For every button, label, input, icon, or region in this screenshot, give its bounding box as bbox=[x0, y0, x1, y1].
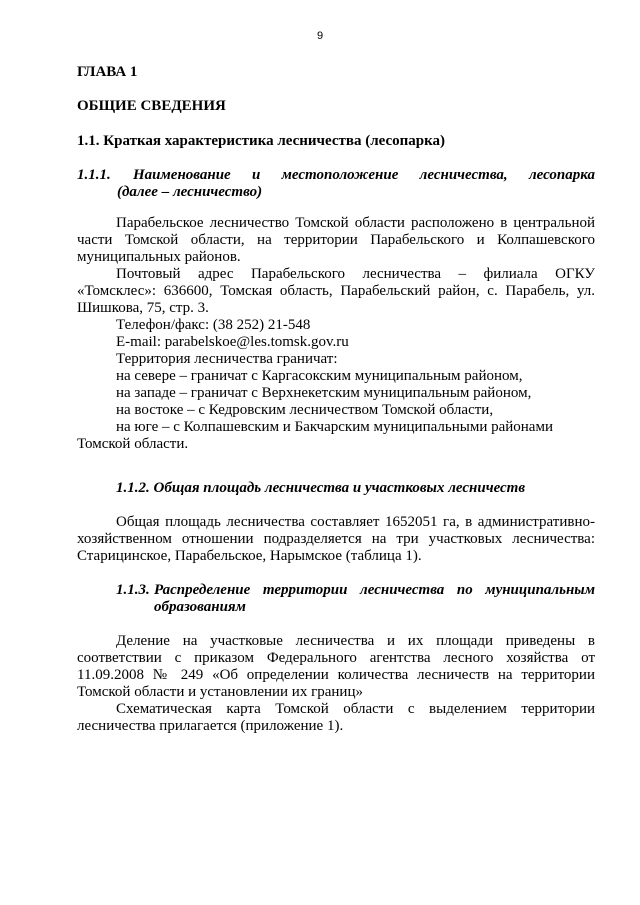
section-heading-1-1: 1.1. Краткая характеристика лесничества (лесопарка) bbox=[77, 133, 446, 149]
text-line: Шишкова, 75, стр. 3. bbox=[77, 300, 209, 316]
border-item: на западе – граничат с Верхнекетским муниципальным районом, bbox=[116, 385, 532, 401]
text-line: Старицинское, Парабельское, Нарымское (таблица 1). bbox=[77, 548, 422, 564]
text-line: Общая площадь лесничества составляет 1652051 га, в административно- bbox=[116, 514, 595, 530]
subsection-number: 1.1.3. bbox=[116, 582, 150, 598]
text-line: Территория лесничества граничат: bbox=[116, 351, 338, 367]
subsection-heading-1-1-2: 1.1.2. Общая площадь лесничества и участковых лесничеств bbox=[116, 480, 526, 496]
text-line: соответствии с приказом Федерального агентства лесного хозяйства от bbox=[77, 650, 595, 666]
chapter-heading: ГЛАВА 1 bbox=[77, 64, 138, 80]
subsection-title-line: образованиям bbox=[154, 599, 246, 615]
phone-line: Телефон/факс: (38 252) 21-548 bbox=[116, 317, 311, 333]
text-line: «Томсклес»: 636600, Томская область, Парабельский район, с. Парабель, ул. bbox=[77, 283, 595, 299]
subsection-title-line: (далее – лесничество) bbox=[117, 184, 263, 200]
text-line: Схематическая карта Томской области с выделением территории bbox=[116, 701, 595, 717]
text-line: 11.09.2008 № 249 «Об определении количества лесничеств на территории bbox=[77, 667, 595, 683]
text-line: муниципальных районов. bbox=[77, 249, 241, 265]
border-item: на юге – с Колпашевским и Бакчарским муниципальными районами bbox=[116, 419, 553, 435]
chapter-title: ОБЩИЕ СВЕДЕНИЯ bbox=[77, 98, 226, 114]
subsection-heading-1-1-1 bbox=[77, 167, 595, 201]
subsection-title-line: Распределение территории лесничества по муниципальным bbox=[154, 582, 595, 598]
text-line: части Томской области, на территории Парабельского и Колпашевского bbox=[77, 232, 595, 248]
text-line: Томской области и установлении их границ» bbox=[77, 684, 363, 700]
text-line: Почтовый адрес Парабельского лесничества – филиала ОГКУ bbox=[116, 266, 595, 282]
border-item: на востоке – с Кедровским лесничеством Томской области, bbox=[116, 402, 494, 418]
subsection-number: 1.1.1. bbox=[77, 167, 111, 183]
page-number: 9 bbox=[316, 30, 324, 42]
text-line: лесничества прилагается (приложение 1). bbox=[77, 718, 344, 734]
text-line: Томской области. bbox=[77, 436, 189, 452]
text-line: Деление на участковые лесничества и их площади приведены в bbox=[116, 633, 595, 649]
subsection-heading-1-1-3 bbox=[77, 582, 595, 616]
text-line: хозяйственном отношении подразделяется на три участковых лесничества: bbox=[77, 531, 595, 547]
text-line: Парабельское лесничество Томской области расположено в центральной bbox=[116, 215, 595, 231]
subsection-title-line: Наименование и местоположение лесничества, лесопарка bbox=[133, 167, 595, 183]
border-item: на севере – граничат с Каргасокским муниципальным районом, bbox=[116, 368, 523, 384]
email-line: E-mail: parabelskoe@les.tomsk.gov.ru bbox=[116, 334, 349, 350]
paragraph-area bbox=[77, 514, 595, 565]
paragraph-division bbox=[77, 633, 595, 735]
paragraph-location bbox=[77, 215, 595, 453]
